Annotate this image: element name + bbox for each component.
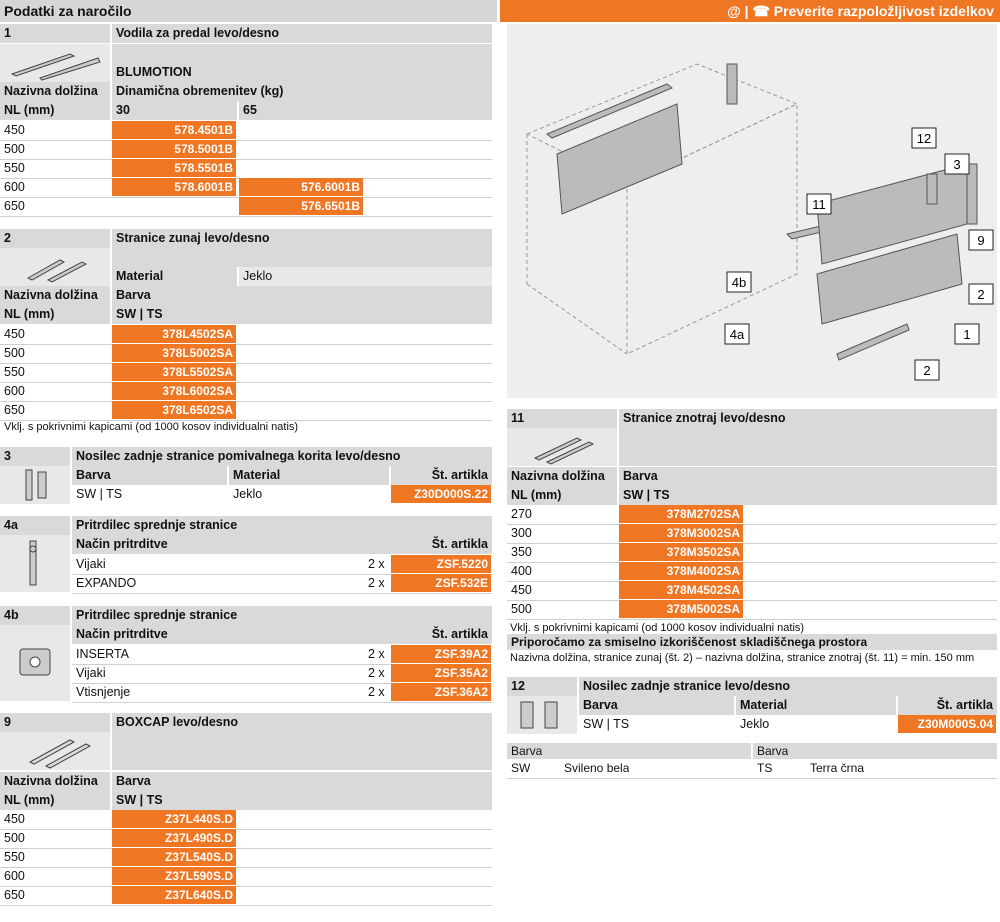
article-number[interactable]: 378L4502SA xyxy=(112,325,236,343)
nl-value: 550 xyxy=(4,161,25,175)
method-value: Vijaki xyxy=(76,557,106,571)
section-number: 3 xyxy=(4,449,11,463)
nl-value: 350 xyxy=(511,545,532,559)
column-label: Barva xyxy=(623,469,658,483)
article-number[interactable]: 578.4501B xyxy=(112,121,236,139)
legend-name: Svileno bela xyxy=(564,761,630,775)
article-number[interactable]: 378L5002SA xyxy=(112,344,236,362)
section-number: 1 xyxy=(4,26,11,40)
section-title: Nosilec zadnje stranice levo/desno xyxy=(583,679,791,693)
callout-label: 3 xyxy=(953,157,961,172)
color-value: SW | TS xyxy=(116,307,163,321)
article-number[interactable]: 378M5002SA xyxy=(619,600,743,618)
nl-value: 500 xyxy=(4,831,25,845)
method-value: Vijaki xyxy=(76,666,106,680)
article-number[interactable]: 378M3002SA xyxy=(619,524,743,542)
column-label: Način pritrditve xyxy=(76,537,168,551)
article-number[interactable]: 378M3502SA xyxy=(619,543,743,561)
nl-value: 400 xyxy=(511,564,532,578)
article-number[interactable]: Z30D000S.22 xyxy=(391,485,491,503)
column-label: Nazivna dolžina xyxy=(511,469,605,483)
product-thumbnail xyxy=(0,248,110,286)
product-thumbnail xyxy=(0,535,70,592)
color-value: SW | TS xyxy=(116,793,163,807)
nl-value: 450 xyxy=(511,583,532,597)
callout-label: 11 xyxy=(812,197,826,212)
column-label: Nazivna dolžina xyxy=(4,288,98,302)
nl-value: 450 xyxy=(4,123,25,137)
column-label: Barva xyxy=(583,698,618,712)
article-number[interactable]: Z37L590S.D xyxy=(112,867,236,885)
product-thumbnail xyxy=(507,428,617,466)
nl-value: 600 xyxy=(4,384,25,398)
product-thumbnail xyxy=(0,732,110,770)
section-title: BOXCAP levo/desno xyxy=(116,715,239,729)
callout-label: 9 xyxy=(977,233,985,248)
article-number[interactable]: 378M2702SA xyxy=(619,505,743,523)
article-number[interactable]: ZSF.532E xyxy=(391,574,491,592)
article-number[interactable]: 576.6001B xyxy=(239,178,363,196)
section-number: 12 xyxy=(511,679,525,693)
availability-link[interactable]: @ | ☎ Preverite razpoložljivost izdelkov xyxy=(500,0,1000,22)
column-label: Barva xyxy=(76,468,111,482)
page-title: Podatki za naročilo xyxy=(0,0,497,22)
nl-value: 450 xyxy=(4,327,25,341)
nl-value: 450 xyxy=(4,812,25,826)
article-number[interactable]: Z30M000S.04 xyxy=(898,715,996,733)
article-number[interactable]: 378M4502SA xyxy=(619,581,743,599)
article-number[interactable]: 378L5502SA xyxy=(112,363,236,381)
recommendation-text: Nazivna dolžina, stranice zunaj (št. 2) – nazivna dolžina, stranice znotraj (št. 11) = min. 150 mm xyxy=(510,652,975,664)
callout-label: 2 xyxy=(977,287,985,302)
column-label: NL (mm) xyxy=(4,103,55,117)
product-thumbnail xyxy=(0,625,70,701)
product-thumbnail xyxy=(0,44,110,82)
section-title: Vodila za predal levo/desno xyxy=(116,26,280,40)
section-title: Pritrdilec sprednje stranice xyxy=(76,518,238,532)
recommendation-title: Priporočamo za smiselno izkoriščenost skladiščnega prostora xyxy=(511,635,868,649)
callout-label: 2 xyxy=(923,363,931,378)
article-number[interactable]: 378L6002SA xyxy=(112,382,236,400)
column-label: NL (mm) xyxy=(4,307,55,321)
column-label: Material xyxy=(116,269,164,283)
column-label: Barva xyxy=(116,774,151,788)
column-label: 30 xyxy=(116,103,130,117)
column-label: Način pritrditve xyxy=(76,627,168,641)
method-value: Vtisnjenje xyxy=(76,685,131,699)
quantity: 2 x xyxy=(368,685,385,699)
column-label: Material xyxy=(740,698,788,712)
footnote: Vklj. s pokrivnimi kapicami (od 1000 kosov individualni natis) xyxy=(510,622,805,634)
section-title: Nosilec zadnje stranice pomivalnega korita levo/desno xyxy=(76,449,401,463)
section-title: Stranice znotraj levo/desno xyxy=(623,411,786,425)
article-number[interactable]: Z37L440S.D xyxy=(112,810,236,828)
column-label: Nazivna dolžina xyxy=(4,84,98,98)
product-thumbnail xyxy=(507,696,577,734)
quantity: 2 x xyxy=(368,576,385,590)
material-value: Jeklo xyxy=(740,717,770,731)
article-number[interactable]: 578.6001B xyxy=(112,178,236,196)
nl-value: 270 xyxy=(511,507,532,521)
section-number: 2 xyxy=(4,231,11,245)
color-value: SW | TS xyxy=(76,487,123,501)
column-label: Dinamična obremenitev (kg) xyxy=(116,84,284,98)
exploded-diagram xyxy=(507,24,997,398)
callout-label: 12 xyxy=(916,131,932,146)
nl-value: 550 xyxy=(4,365,25,379)
nl-value: 500 xyxy=(4,346,25,360)
column-label: Št. artikla xyxy=(431,468,488,482)
column-label: Št. artikla xyxy=(431,537,488,551)
legend-code: TS xyxy=(757,761,773,775)
nl-value: 650 xyxy=(4,199,25,213)
column-label: NL (mm) xyxy=(511,488,562,502)
section-title: Stranice zunaj levo/desno xyxy=(116,231,270,245)
article-number[interactable]: ZSF.5220 xyxy=(391,555,491,573)
article-number[interactable]: ZSF.39A2 xyxy=(391,645,491,663)
callout-label: 4a xyxy=(729,327,745,342)
section-number: 9 xyxy=(4,715,11,729)
nl-value: 600 xyxy=(4,869,25,883)
color-value: SW | TS xyxy=(583,717,630,731)
article-number[interactable]: 578.5501B xyxy=(112,159,236,177)
nl-value: 650 xyxy=(4,403,25,417)
quantity: 2 x xyxy=(368,647,385,661)
quantity: 2 x xyxy=(368,666,385,680)
material-value: Jeklo xyxy=(233,487,263,501)
callout-label: 4b xyxy=(731,275,747,290)
article-number[interactable]: 578.5001B xyxy=(112,140,236,158)
callout-label: 1 xyxy=(963,327,971,342)
article-number[interactable]: ZSF.36A2 xyxy=(391,683,491,701)
column-label: 65 xyxy=(243,103,257,117)
quantity: 2 x xyxy=(368,557,385,571)
column-label: Barva xyxy=(116,288,151,302)
column-label: Material xyxy=(233,468,281,482)
nl-value: 500 xyxy=(511,602,532,616)
article-number[interactable]: Z37L640S.D xyxy=(112,886,236,904)
color-value: SW | TS xyxy=(623,488,670,502)
nl-value: 300 xyxy=(511,526,532,540)
product-thumbnail xyxy=(0,466,70,504)
nl-value: 500 xyxy=(4,142,25,156)
article-number[interactable]: 378M4002SA xyxy=(619,562,743,580)
section-number: 4b xyxy=(4,608,19,622)
section-number: 11 xyxy=(511,411,525,425)
column-label: Št. artikla xyxy=(936,698,993,712)
section-title: Pritrdilec sprednje stranice xyxy=(76,608,238,622)
article-number[interactable]: 378L6502SA xyxy=(112,401,236,419)
material-value: Jeklo xyxy=(243,269,273,283)
column-label: Št. artikla xyxy=(431,627,488,641)
section-number: 4a xyxy=(4,518,18,532)
article-number[interactable]: Z37L490S.D xyxy=(112,829,236,847)
column-label: Nazivna dolžina xyxy=(4,774,98,788)
article-number[interactable]: ZSF.35A2 xyxy=(391,664,491,682)
column-label: NL (mm) xyxy=(4,793,55,807)
method-value: INSERTA xyxy=(76,647,130,661)
article-number[interactable]: Z37L540S.D xyxy=(112,848,236,866)
nl-value: 600 xyxy=(4,180,25,194)
product-subtitle: BLUMOTION xyxy=(116,65,192,79)
nl-value: 650 xyxy=(4,888,25,902)
method-value: EXPANDO xyxy=(76,576,137,590)
legend-code: SW xyxy=(511,761,531,775)
footnote: Vklj. s pokrivnimi kapicami (od 1000 kosov individualni natis) xyxy=(4,421,299,433)
legend-label: Barva xyxy=(757,744,789,758)
legend-label: Barva xyxy=(511,744,543,758)
nl-value: 550 xyxy=(4,850,25,864)
article-number[interactable]: 576.6501B xyxy=(239,197,363,215)
legend-name: Terra črna xyxy=(810,761,865,775)
